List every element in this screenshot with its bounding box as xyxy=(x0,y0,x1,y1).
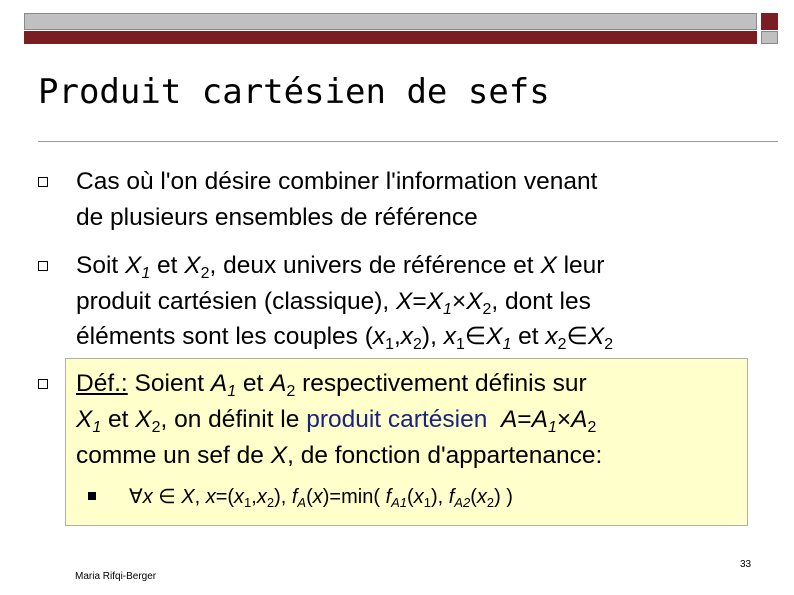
slide-title: Produit cartésien de sefs xyxy=(38,72,550,112)
bullet-3-line-3: comme un sef de X, de fonction d'appartenance: xyxy=(76,442,603,469)
hollow-square-bullet-icon xyxy=(38,177,48,187)
term-produit-cartesien: produit cartésien xyxy=(306,406,488,433)
definition-label: Déf.: xyxy=(76,370,128,397)
author-footer: Maria Rifqi-Berger xyxy=(75,571,157,582)
bullet-3-line-1: Déf.: Soient $A_1$ et $A_2$ respectivement définis sur xyxy=(76,370,587,400)
hollow-square-bullet-icon xyxy=(38,379,48,389)
filled-square-bullet-icon xyxy=(88,492,96,500)
bullet-2-line-2: produit cartésien (classique), $X=X_1\times X_2$, dont les xyxy=(76,288,591,318)
page-number: 33 xyxy=(740,559,752,570)
membership-formula: ∀x ∈ X, $x=(x_1,x_2)$, $f_A(x)=\min$( $f_{A1}(x_1)$, $f_{A2}(x_2)$ ) xyxy=(129,486,513,510)
bullet-3-line-2: $X_1$ et $X_2$, on définit le produit cartésien $A=A_1\times A_2$ xyxy=(76,406,597,436)
bullet-1-line-2: de plusieurs ensembles de référence xyxy=(76,204,478,231)
hollow-square-bullet-icon xyxy=(38,261,48,271)
bullet-1-line-1: Cas où l'on désire combiner l'information venant xyxy=(76,168,598,195)
bullet-2-line-3: éléments sont les couples $(x_1,x_2)$, $x_1\in X_1$ et $x_2\in X_2$ xyxy=(76,323,614,353)
bullet-2-line-1: Soit $X_1$ et $X_2$, deux univers de référence et X leur xyxy=(76,252,605,282)
